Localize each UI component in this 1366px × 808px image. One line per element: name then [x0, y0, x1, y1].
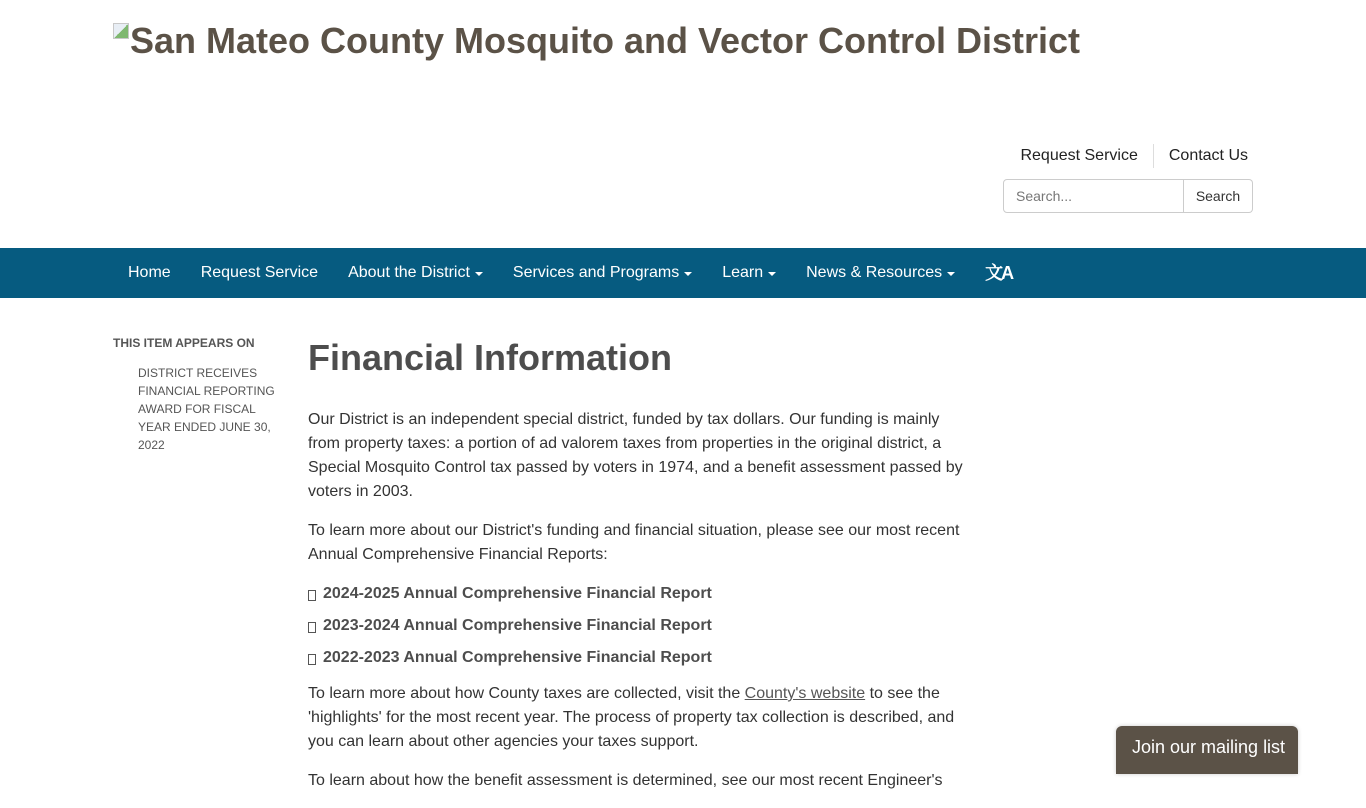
nav-label: Request Service — [200, 264, 319, 281]
mailing-list-button[interactable]: Join our mailing list — [1116, 726, 1298, 774]
site-logo[interactable] — [113, 20, 1080, 62]
main-nav — [0, 248, 1366, 298]
nav-label: Learn — [722, 264, 764, 281]
report-label: 2024-2025 Annual Comprehensive Financial Report — [323, 585, 712, 602]
nav-label: News & Resources — [806, 264, 943, 281]
caret-down-icon — [768, 272, 776, 276]
sidebar-link-award[interactable]: DISTRICT RECEIVES FINANCIAL REPORTING AWARD FOR FISCAL YEAR ENDED JUNE 30, 2022 — [138, 366, 275, 452]
file-icon — [308, 622, 316, 633]
intro-paragraph: Our District is an independent special district, funded by tax dollars. Our funding is mainly from property taxes: a portion of ad valorem taxes from properties in the original district, a Special Mosquito Control tax passed by voters in 1974, and a benefit assessment passed by voters in 2003. — [308, 411, 963, 500]
site-header — [0, 0, 1366, 248]
caret-down-icon — [475, 272, 483, 276]
assessment-paragraph: To learn about how the benefit assessment is determined, see our most recent Engineer's — [308, 772, 943, 789]
contact-us-link[interactable]: Contact Us — [1168, 147, 1248, 164]
nav-label: Home — [128, 264, 171, 281]
report-link-2023-2024[interactable] — [308, 614, 968, 638]
report-label: 2023-2024 Annual Comprehensive Financial Report — [323, 617, 712, 634]
text: To learn more about how County taxes are collected, visit the — [308, 685, 745, 702]
sidebar-heading: THIS ITEM APPEARS ON — [113, 336, 255, 350]
sidebar — [113, 336, 283, 454]
nav-label: About the District — [348, 264, 470, 281]
caret-down-icon — [684, 272, 692, 276]
nav-about-the-district[interactable] — [333, 248, 498, 298]
caret-down-icon — [947, 272, 955, 276]
utility-nav — [1005, 144, 1248, 168]
request-service-link[interactable]: Request Service — [1020, 147, 1138, 164]
broken-image-icon — [113, 23, 129, 39]
nav-home[interactable] — [113, 248, 186, 298]
nav-news-and-resources[interactable] — [791, 248, 970, 298]
report-link-2024-2025[interactable] — [308, 582, 968, 606]
content — [308, 338, 968, 808]
file-icon — [308, 590, 316, 601]
nav-request-service[interactable] — [186, 248, 333, 298]
report-label: 2022-2023 Annual Comprehensive Financial Report — [323, 649, 712, 666]
site-title-text: San Mateo County Mosquito and Vector Control District — [130, 20, 1081, 61]
file-icon — [308, 654, 316, 665]
nav-learn[interactable] — [707, 248, 791, 298]
search-input[interactable] — [1003, 179, 1184, 213]
report-link-2022-2023[interactable] — [308, 646, 968, 670]
page-title: Financial Information — [308, 337, 673, 378]
translate-icon[interactable]: 文A — [985, 263, 1013, 283]
text: to see the 'highlights' for the most recent year. The process of property tax collection is described, and you can learn about other agencies your taxes support. — [308, 685, 955, 750]
nav-label: Services and Programs — [512, 264, 680, 281]
search-form — [1003, 179, 1253, 213]
reports-intro-paragraph: To learn more about our District's funding and financial situation, please see our most recent Annual Comprehensive Financial Reports: — [308, 522, 960, 563]
county-taxes-paragraph — [308, 682, 968, 754]
search-button[interactable]: Search — [1184, 179, 1253, 213]
county-website-link[interactable]: County's website — [744, 685, 866, 702]
nav-services-and-programs[interactable] — [498, 248, 707, 298]
